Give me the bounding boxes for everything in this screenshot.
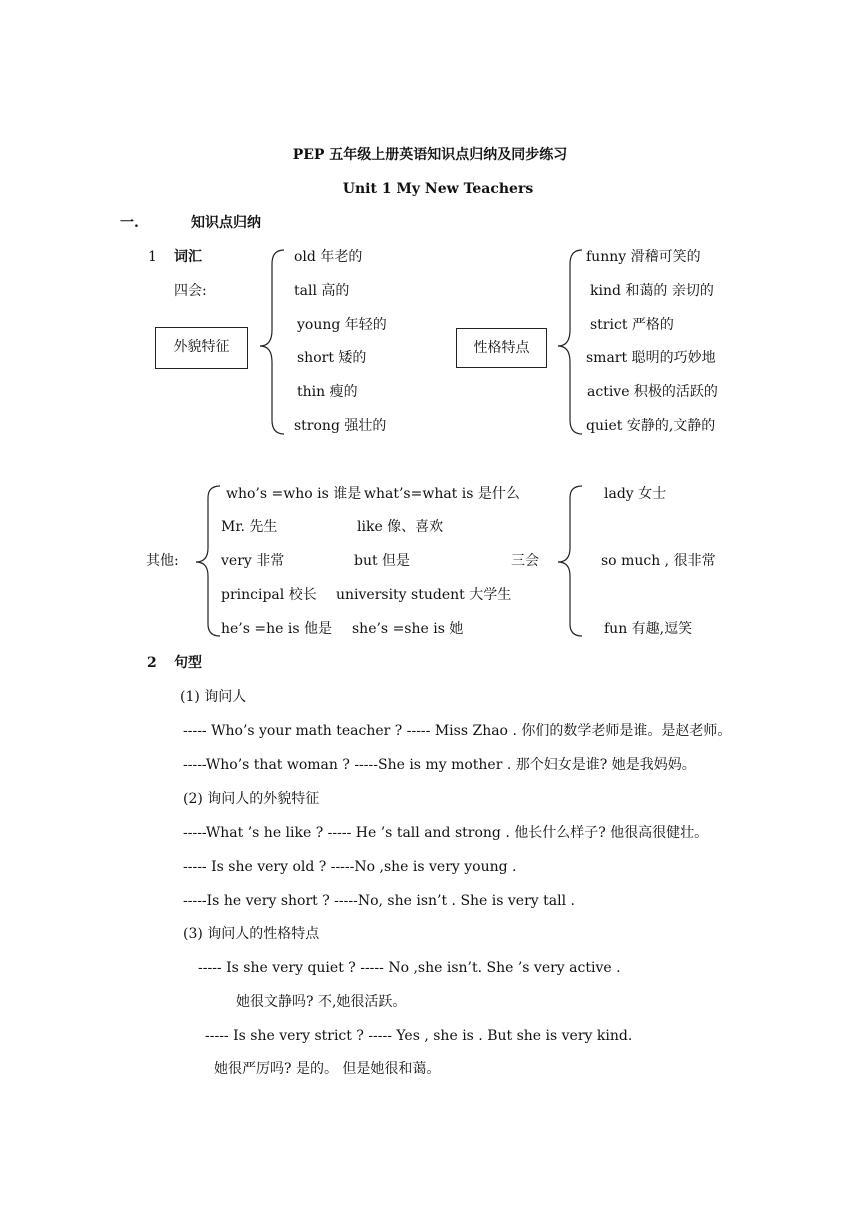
personality-word: kind 和蔼的 亲切的	[590, 283, 714, 299]
sanhui-item: lady 女士	[604, 486, 667, 502]
personality-box: 性格特点	[456, 328, 547, 368]
subheading: (2) 询问人的外貌特征	[183, 791, 320, 807]
others-item: very 非常	[221, 553, 285, 569]
sentence-line: ----- Who’s your math teacher ? ----- Miss Zhao . 你们的数学老师是谁。是赵老师。	[183, 723, 732, 739]
appearance-word: thin 瘦的	[297, 384, 358, 400]
sentence-line: ----- Is she very quiet ? ----- No ,she isn’t. She ’s very active .	[198, 960, 621, 976]
vocab-heading: 词汇	[174, 249, 202, 265]
appearance-word: short 矮的	[297, 350, 367, 366]
vocab-number: 1	[148, 249, 157, 265]
sentence-line: -----Is he very short ? -----No, she isn’t . She is very tall .	[183, 893, 575, 909]
sentence-line: -----Who’s that woman ? -----She is my mother . 那个妇女是谁? 她是我妈妈。	[183, 757, 696, 773]
others-item: but 但是	[354, 553, 411, 569]
others-item: university student 大学生	[336, 587, 512, 603]
others-item: Mr. 先生	[221, 519, 278, 535]
section-number: 一.	[120, 215, 139, 231]
section-heading: 知识点归纳	[191, 215, 261, 231]
sanhui-item: fun 有趣,逗笑	[604, 621, 693, 637]
page-title: PEP 五年级上册英语知识点归纳及同步练习	[292, 147, 568, 163]
personality-brace	[556, 250, 586, 440]
personality-word: strict 严格的	[590, 317, 674, 333]
sentences-number: 2	[147, 655, 157, 671]
sanhui-item: so much , 很非常	[601, 553, 716, 569]
personality-word: smart 聪明的巧妙地	[586, 350, 716, 366]
sanhui-brace	[556, 486, 586, 646]
sentence-line: ----- Is she very old ? -----No ,she is very young .	[183, 859, 517, 875]
others-item: principal 校长	[221, 587, 317, 603]
personality-word: quiet 安静的,文静的	[586, 418, 716, 434]
page-subtitle: Unit 1 My New Teachers	[342, 181, 534, 197]
others-label: 其他:	[146, 553, 179, 569]
others-item: who’s =who is 谁是	[226, 486, 362, 502]
sanhui-label: 三会	[511, 553, 539, 569]
personality-word: funny 滑稽可笑的	[586, 249, 701, 265]
appearance-word: young 年轻的	[297, 317, 387, 333]
others-item: she’s =she is 她	[352, 621, 464, 637]
others-item: like 像、喜欢	[357, 519, 444, 535]
others-brace	[194, 486, 224, 646]
appearance-word: tall 高的	[294, 283, 350, 299]
sihui-label: 四会:	[174, 283, 207, 299]
others-item: he’s =he is 他是	[221, 621, 332, 637]
appearance-box: 外貌特征	[155, 327, 248, 369]
appearance-word: old 年老的	[294, 249, 363, 265]
sentence-line: ----- Is she very strict ? ----- Yes , she is . But she is very kind.	[205, 1028, 633, 1044]
others-item: what’s=what is 是什么	[364, 486, 520, 502]
sentence-line: -----What ’s he like ? ----- He ’s tall and strong . 他长什么样子? 他很高很健壮。	[183, 825, 709, 841]
sentences-heading: 句型	[174, 655, 202, 671]
appearance-word: strong 强壮的	[294, 418, 387, 434]
appearance-brace	[258, 250, 288, 440]
subheading: (1) 询问人	[180, 689, 247, 705]
translation-line: 她很严厉吗? 是的。 但是她很和蔼。	[214, 1061, 441, 1077]
subheading: (3) 询问人的性格特点	[183, 926, 320, 942]
translation-line: 她很文静吗? 不,她很活跃。	[236, 994, 407, 1010]
personality-word: active 积极的活跃的	[587, 384, 718, 400]
